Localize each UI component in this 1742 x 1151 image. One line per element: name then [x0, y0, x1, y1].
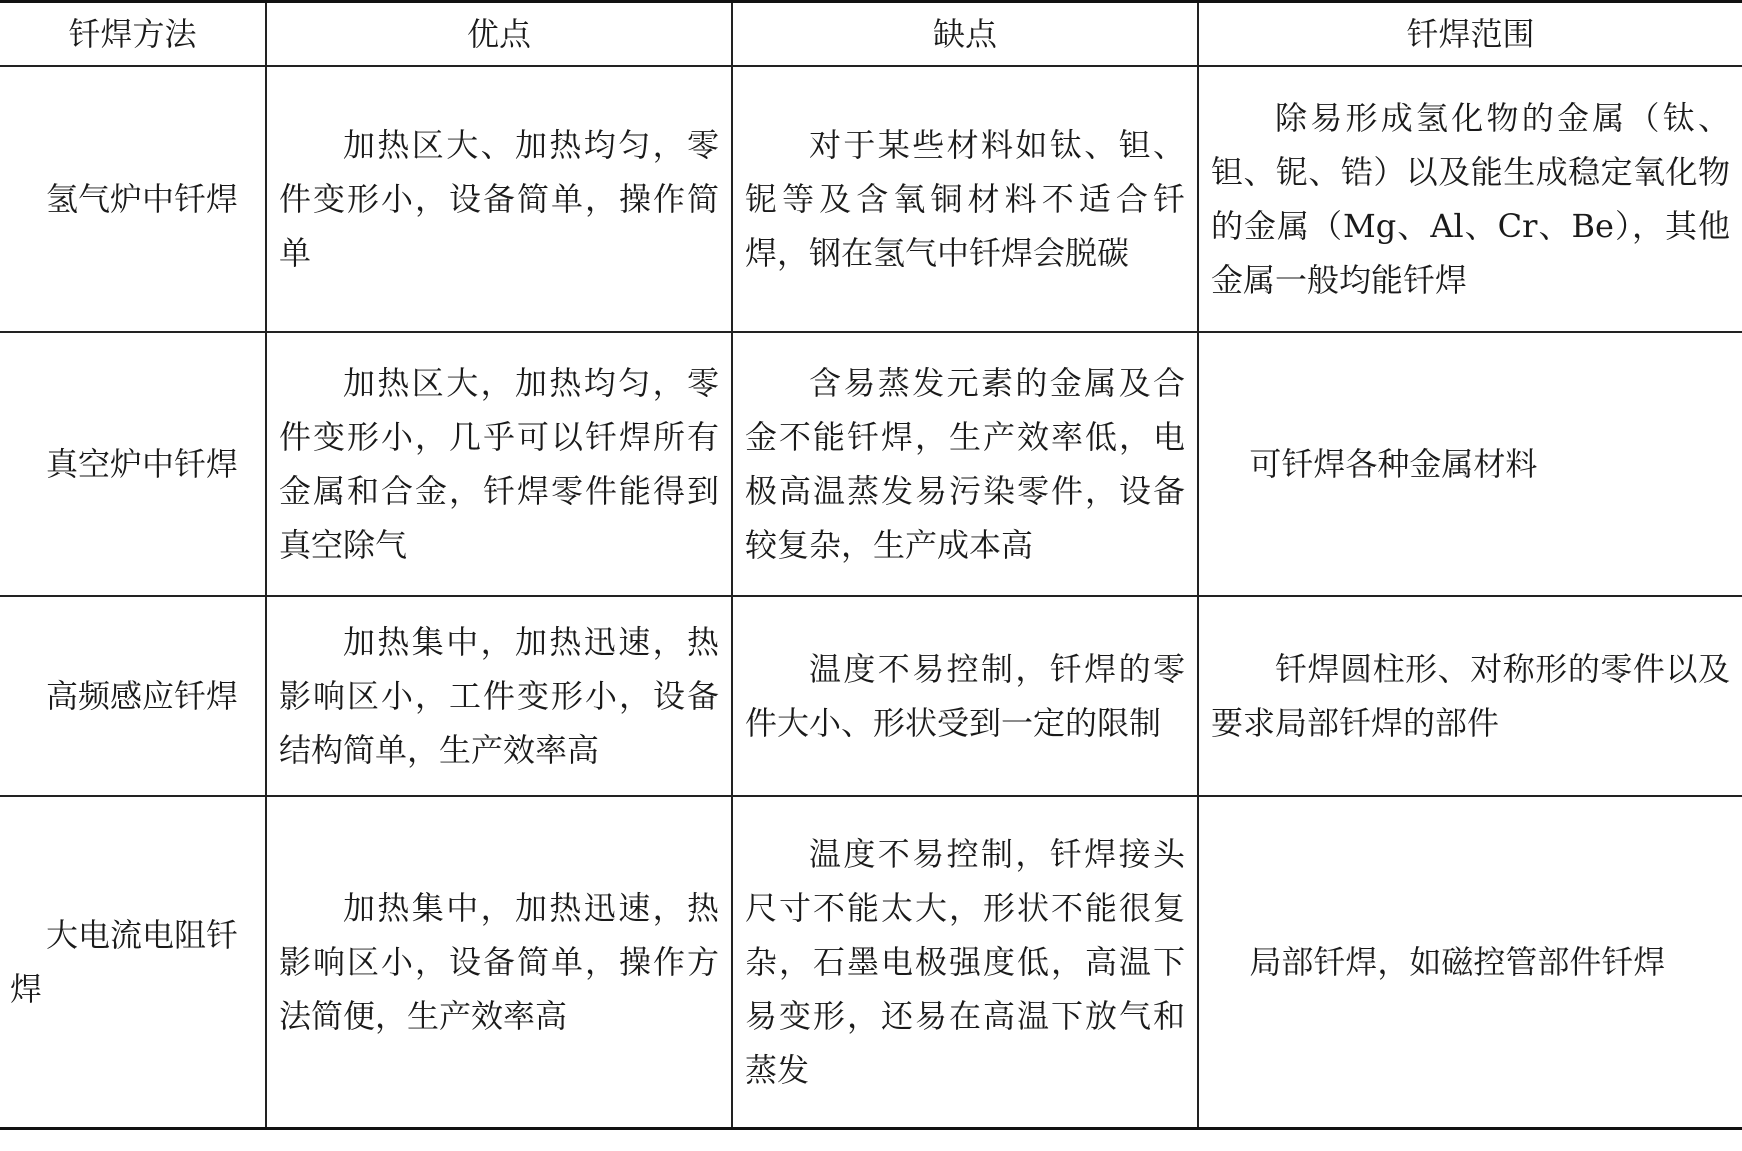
advantages-cell [266, 332, 732, 596]
header-scope: 钎焊范围 [1198, 2, 1742, 67]
method-text: 真空炉中钎焊 [46, 445, 239, 483]
method-text: 高频感应钎焊 [46, 677, 239, 715]
disadvantages-text: 对于某些材料如钛、钽、铌等及含氧铜材料不适合钎焊，钢在氢气中钎焊会脱碳 [745, 126, 1185, 272]
disadvantages-text: 温度不易控制，钎焊的零件大小、形状受到一定的限制 [745, 650, 1185, 742]
advantages-text: 加热区大、加热均匀，零件变形小，设备简单，操作简单 [279, 126, 719, 272]
header-method: 钎焊方法 [0, 2, 266, 67]
advantages-cell [266, 796, 732, 1129]
method-text: 大电流电阻钎焊 [10, 916, 239, 1008]
advantages-text: 加热集中，加热迅速，热影响区小，设备简单，操作方法简便，生产效率高 [279, 889, 719, 1035]
table-row [0, 796, 1742, 1129]
disadvantages-text: 含易蒸发元素的金属及合金不能钎焊，生产效率低，电极高温蒸发易污染零件，设备较复杂，生产成本高 [745, 364, 1185, 564]
table-header [0, 2, 1742, 67]
scope-cell [1198, 66, 1742, 332]
advantages-text: 加热区大，加热均匀，零件变形小，几乎可以钎焊所有金属和合金，钎焊零件能得到真空除气 [279, 364, 719, 564]
method-cell [0, 66, 266, 332]
table-row [0, 66, 1742, 332]
disadvantages-cell [732, 332, 1198, 596]
scope-text: 除易形成氢化物的金属（钛、钽、铌、锆）以及能生成稳定氧化物的金属（Mg、Al、Cr、Be），其他金属一般均能钎焊 [1211, 99, 1730, 299]
scope-text: 局部钎焊，如磁控管部件钎焊 [1249, 943, 1666, 981]
scope-cell [1198, 332, 1742, 596]
advantages-cell [266, 66, 732, 332]
scope-cell [1198, 796, 1742, 1129]
advantages-text: 加热集中，加热迅速，热影响区小，工件变形小，设备结构简单，生产效率高 [279, 623, 719, 769]
scope-text: 可钎焊各种金属材料 [1249, 445, 1538, 483]
scope-text: 钎焊圆柱形、对称形的零件以及要求局部钎焊的部件 [1211, 650, 1730, 742]
advantages-cell [266, 596, 732, 796]
scope-cell [1198, 596, 1742, 796]
method-text: 氢气炉中钎焊 [46, 180, 239, 218]
disadvantages-cell [732, 66, 1198, 332]
disadvantages-text: 温度不易控制，钎焊接头尺寸不能太大，形状不能很复杂，石墨电极强度低，高温下易变形，还易在高温下放气和蒸发 [745, 835, 1185, 1089]
disadvantages-cell [732, 796, 1198, 1129]
table-row [0, 332, 1742, 596]
header-row [0, 2, 1742, 67]
table-row [0, 596, 1742, 796]
method-cell [0, 796, 266, 1129]
table-body [0, 66, 1742, 1129]
method-cell [0, 596, 266, 796]
header-disadvantages: 缺点 [732, 2, 1198, 67]
disadvantages-cell [732, 596, 1198, 796]
header-advantages: 优点 [266, 2, 732, 67]
method-cell [0, 332, 266, 596]
